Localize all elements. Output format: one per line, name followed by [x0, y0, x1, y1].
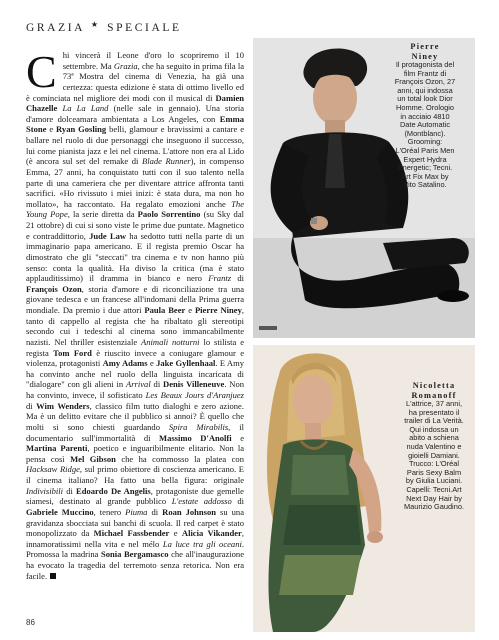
article-segment: , classico film tutto dialoghi e zero azione. Ma è un delitto evitare che il pubblico si annoi? È quello che molti si sono chiesti guardando: [26, 400, 244, 432]
article-segment: Wim Wenders: [36, 400, 90, 411]
caption-line: gioielli Damiani.: [408, 450, 460, 460]
article-segment: Grazia: [113, 60, 138, 71]
article-segment: che all'inaugurazione ha evocato la tragedia del terremoto senza retorica. Non era facile.: [26, 549, 244, 581]
article-segment: Gabriele Muccino: [26, 506, 94, 517]
article-segment: La luce tra gli oceani: [162, 538, 242, 549]
article-segment: e: [169, 528, 182, 539]
caption-line: Art Fix Max by: [401, 171, 449, 181]
article-segment: , tenero: [93, 506, 126, 517]
article-segment: di: [150, 379, 164, 390]
article-segment: (su Sky dal 21 ottobre) di cui si sono viste le prime due puntate. Magnetico e contraddittorio,: [26, 209, 245, 241]
article-segment: Martina Parenti: [26, 443, 88, 454]
article-segment: , storia d'amore e di riconciliazione tra una giovane tedesca e un francese all'indomani della Prima guerra mondiale. Da premio i due attori: [26, 283, 244, 315]
caption-line: trailer di La Verità.: [404, 416, 464, 426]
article-segment: di: [26, 400, 37, 411]
caption-line: L'Oréal Paris Men: [395, 145, 455, 155]
page-number: 86: [26, 618, 35, 627]
section-header: [26, 22, 182, 34]
article-segment: di: [63, 485, 77, 496]
article-segment: Amy Adams: [102, 358, 148, 369]
caption-line: abito a schiena: [409, 433, 459, 443]
article-segment: , il documentario sull'immortalità di: [26, 421, 244, 443]
article-segment: Roan Johnson: [162, 506, 217, 517]
caption-line: Il protagonista del: [395, 60, 455, 69]
article-segment: e: [46, 124, 57, 135]
section-name: SPECIALE: [107, 22, 182, 34]
article-segment: di: [147, 506, 163, 517]
caption-name: Pierre: [410, 42, 440, 51]
article-segment: L'estate addosso: [171, 496, 232, 507]
article-segment: Les Beaux Jours d'Aranjuez: [145, 390, 244, 400]
article-segment: Michael Fassbender: [93, 528, 170, 539]
article-segment: belli, glamour e bravissimi a cantare e ballare nel ruolo di due personaggi che inseguono il successo, lui come pianista jazz e lei nel cinema. L'attore non era al Lido (è ancora sul set del remake di: [26, 124, 244, 167]
article-segment: , la serie diretta da: [67, 209, 138, 220]
star-icon: ★: [90, 20, 101, 29]
article-segment: di: [231, 496, 244, 507]
caption-text: [378, 61, 472, 190]
caption-line: by Giulia Luciani.: [405, 476, 463, 486]
article-segment: è riuscito invece a coniugare glamour e violenza, protagonisti: [26, 347, 244, 369]
caption-surname: Romanoff: [411, 390, 457, 400]
article-segment: Tom Ford: [53, 347, 92, 358]
end-mark-icon: [50, 573, 56, 579]
caption-line: nuda Valentino e: [406, 441, 462, 451]
article-segment: Jude Law: [89, 230, 127, 241]
article-segment: François Ozon: [26, 283, 82, 294]
caption-line: Grooming:: [407, 137, 443, 147]
article-segment: Blade Runner: [141, 156, 191, 167]
caption-nicoletta-romanoff: [392, 381, 476, 512]
article-segment: , sul primo obiettore di coscienza americano. E il cinema italiano? Ha fatto una bella figura: originale: [26, 464, 245, 485]
caption-line: Energetic; Tecni.: [397, 163, 453, 173]
caption-line: Maurizio Gaudino.: [404, 502, 464, 512]
caption-line: anni, qui indossa: [397, 85, 453, 95]
article-segment: , che ha seguito in prima fila la 73ª Mostra del cinema di Venezia, ha già una certezza: questa edizione è stata di ottimo livello ed è cominciata nel migliore dei modi con il musical di: [26, 60, 244, 103]
article-segment: Animali notturni: [141, 336, 200, 347]
article-segment: The Young Pope: [26, 198, 244, 220]
caption-line: (Montblanc).: [404, 128, 446, 138]
article-segment: Massimo D'Anolfi: [159, 432, 232, 443]
article-segment: Arrival: [126, 379, 151, 390]
caption-line: Capelli: Tecni.Art: [406, 484, 462, 494]
article-segment: Jake Gyllenhaal: [156, 358, 216, 369]
article-body: [26, 46, 245, 610]
caption-line: film Frantz di: [403, 68, 447, 78]
caption-line: un total look Dior: [397, 94, 453, 104]
article-segment: e: [231, 432, 244, 443]
article-segment: Denis Villeneuve: [163, 379, 225, 390]
article-text: [26, 46, 245, 581]
caption-line: François Ozon, 27: [394, 77, 456, 87]
article-segment: hi vincerà il Leone d'oro lo scopriremo il 10 settembre. Ma: [62, 50, 244, 71]
article-segment: Edoardo De Angelis: [76, 485, 151, 496]
caption-pierre-niney: [378, 42, 472, 190]
caption-line: Expert Hydra: [403, 154, 447, 164]
article-segment: e: [185, 305, 195, 315]
caption-line: in acciaio 4810: [400, 111, 450, 121]
article-segment: Piuma: [125, 506, 148, 517]
article-segment: su una gravidanza sbocciata sui banchi di scuola. Il red carpet è stato monopolizzato da: [26, 506, 244, 539]
article-segment: Indivisibili: [26, 485, 64, 496]
article-segment: , innamoratissimi nella vita e nel mélo: [26, 528, 244, 549]
article-segment: Damien Chazelle: [26, 92, 244, 114]
article-segment: (nelle sale in gennaio). Una storia d'amore dolceamara ambientata a Los Angeles, con: [26, 103, 244, 124]
caption-line: Homme. Orologio: [396, 102, 454, 112]
article-segment: Hacksaw Ridge: [26, 464, 80, 475]
article-segment: ), in compenso Emma, 27 anni, ha conquistato tutti con il suo talento nella parte di una cameriera che per diventare attrice affronta tanti sacrifici. «Ho rivissuto i miei inizi: è stata dura, ma non ho mollato», ha raccontato. Ha regalato emozioni anche: [26, 156, 245, 209]
article-segment: Frantz: [208, 273, 232, 284]
caption-line: Trucco: L'Oréal: [408, 459, 459, 469]
article-segment: Sonia Bergamasco: [101, 549, 169, 560]
drop-cap: C: [26, 46, 57, 97]
caption-line: Vito Satalino.: [403, 180, 447, 190]
caption-line: Next Day Hair by: [406, 493, 462, 503]
article-segment: , tanto di cappello al regista che ha ribaltato gli stereotipi secondo cui i tedeschi al cinema sono immancabilmente nazisti. Nel thriller esistenziale: [26, 305, 244, 347]
article-segment: Ryan Gosling: [56, 124, 107, 135]
caption-line: L'attrice, 37 anni,: [405, 399, 463, 408]
caption-line: Date Automatic: [399, 120, 451, 130]
caption-text: [392, 400, 476, 512]
article-segment: e: [147, 358, 157, 369]
caption-line: ha presentato il: [408, 407, 460, 417]
caption-line: Qui indossa un: [409, 424, 459, 434]
article-segment: Spira Mirabilis: [168, 421, 229, 432]
article-segment: . Promossa la madrina: [26, 538, 244, 560]
magazine-name: GRAZIA: [26, 22, 85, 34]
article-segment: , protagoniste due gemelle siamesi, destinato al grande pubblico: [26, 485, 244, 507]
article-paragraph: [26, 46, 245, 581]
caption-line: Paris Sexy Balm: [406, 467, 462, 477]
article-segment: Paula Beer: [144, 305, 186, 315]
article-segment: . E Amy ha convinto anche nel ruolo della linguista incaricata di "dialogare" con gli alieni in: [26, 358, 244, 390]
article-segment: Alicia Vikander: [181, 528, 242, 539]
caption-name: Nicoletta: [412, 381, 456, 390]
article-segment: , poetico e inguaribilmente elitario. Non la pensa così: [26, 443, 244, 464]
article-segment: che ha commosso la platea con: [115, 453, 244, 464]
article-segment: di: [231, 273, 244, 284]
article-segment: . Non ha convinto, invece, il sofisticato: [26, 379, 245, 400]
article-segment: Mel Gibson: [70, 453, 116, 464]
article-segment: Emma Stone: [26, 113, 244, 135]
article-segment: Pierre Niney: [194, 305, 242, 315]
article-segment: La La Land: [62, 103, 109, 114]
caption-surname: Niney: [411, 51, 439, 61]
article-segment: lo stilista e regista: [26, 336, 245, 358]
article-segment: ha sedotto tutti nella parte di un immaginario papa americano. E il regista premio Oscar ha dimostrato che gli "steccati" tra cinema e tv non hanno più senso: conta la qualità. Ha diviso la critica (ma è stato applauditissimo) il dramma in bianco e nero: [26, 230, 245, 284]
article-segment: Paolo Sorrentino: [137, 209, 201, 220]
